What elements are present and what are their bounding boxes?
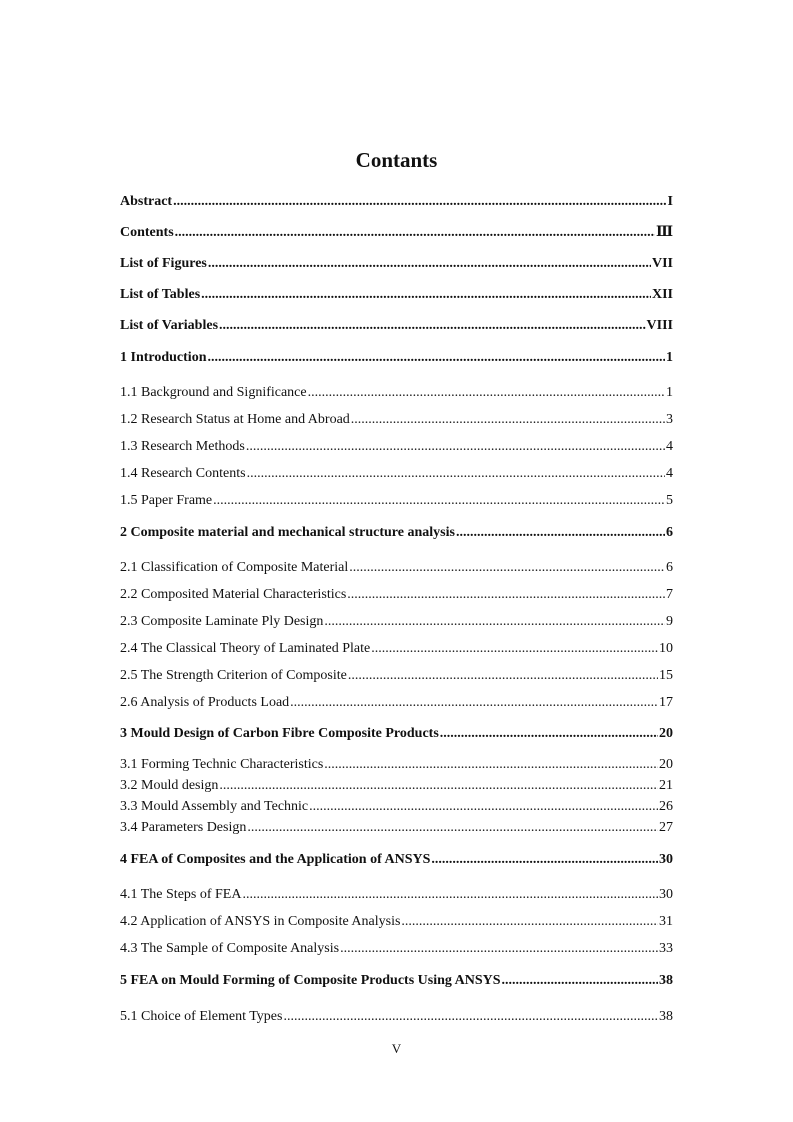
toc-entry [120,437,673,457]
toc-entry-label: 4.2 Application of ANSYS in Composite Analysis [120,914,401,929]
toc-entry [120,585,673,605]
toc-entry-page: 33 [659,941,673,956]
toc-entry-label: 3.2 Mould design [120,778,219,793]
toc-entry-page: 27 [659,820,673,835]
toc-leader-dots [246,437,665,457]
toc-entry-page: 5 [666,493,673,508]
toc-leader-dots [308,383,665,403]
toc-entry [120,223,673,243]
toc-entry [120,383,673,403]
toc-leader-dots [175,223,655,243]
toc-entry-label: 1.2 Research Status at Home and Abroad [120,412,350,427]
toc-entry-label: 2.4 The Classical Theory of Laminated Plate [120,641,371,656]
toc-entry-label: 2.2 Composited Material Characteristics [120,587,347,602]
toc-entry-page: 10 [659,641,673,656]
toc-entry-page: 7 [666,587,673,602]
toc-entry [120,850,673,870]
toc-entry-page: 4 [666,466,673,481]
page-number: V [391,1041,402,1056]
toc-entry [120,612,673,632]
toc-leader-dots [247,464,665,484]
toc-entry [120,693,673,713]
toc-entry-page: 21 [659,778,673,793]
toc-entry-label: 2.3 Composite Laminate Ply Design [120,614,324,629]
toc-entry [120,971,673,991]
toc-entry-page: VIII [646,318,673,333]
toc-entry [120,939,673,959]
toc-leader-dots [290,693,658,713]
toc-leader-dots [324,612,665,632]
toc-entry-page: 26 [659,799,673,814]
toc-entry-page: 4 [666,439,673,454]
toc-entry [120,724,673,744]
toc-entry-page: 15 [659,668,673,683]
toc-leader-dots [219,316,646,336]
toc-leader-dots [247,818,658,838]
toc-entry [120,912,673,932]
toc-entry-page: 9 [666,614,673,629]
toc-leader-dots [371,639,658,659]
toc-entry-page: 30 [659,852,673,867]
toc-leader-dots [219,776,658,796]
toc-entry-label: Abstract [120,194,173,209]
toc-entry [120,348,673,368]
toc-entry-label: 4 FEA of Composites and the Application of ANSYS [120,852,431,867]
toc-entry-label: 3.1 Forming Technic Characteristics [120,757,324,772]
toc-leader-dots [351,410,665,430]
toc-entry-label: 2.6 Analysis of Products Load [120,695,290,710]
toc-entry-label: 1.4 Research Contents [120,466,246,481]
toc-leader-dots [242,885,658,905]
toc-entry [120,755,673,775]
toc-entry-page: I [667,194,673,209]
toc-leader-dots [347,585,665,605]
toc-leader-dots [431,850,658,870]
toc-entry [120,316,673,336]
toc-entry-label: 4.1 The Steps of FEA [120,887,242,902]
toc-entry-label: 2 Composite material and mechanical structure analysis [120,525,455,540]
toc-entry-page: 38 [659,1009,673,1024]
toc-entry-page: 20 [659,757,673,772]
toc-leader-dots [213,491,665,511]
toc-entry [120,285,673,305]
toc-entry [120,666,673,686]
toc-entry [120,558,673,578]
toc-leader-dots [201,285,651,305]
toc-entry-page: 30 [659,887,673,902]
toc-entry [120,1007,673,1027]
toc-entry-page: 1 [666,385,673,400]
toc-entry-page: 6 [666,525,673,540]
toc-leader-dots [283,1007,658,1027]
toc-entry [120,797,673,817]
toc-entry [120,776,673,796]
toc-entry-page: 3 [666,412,673,427]
toc-entry-label: 5 FEA on Mould Forming of Composite Products Using ANSYS [120,973,501,988]
toc-entry-label: 2.1 Classification of Composite Material [120,560,349,575]
page-title: Contants [355,148,438,172]
toc-leader-dots [440,724,658,744]
toc-entry [120,639,673,659]
toc-entry-page: 17 [659,695,673,710]
toc-entry-label: List of Tables [120,287,201,302]
toc-entry-label: Contents [120,225,174,240]
toc-entry-page: XII [651,287,673,302]
toc-leader-dots [324,755,658,775]
toc-entry-label: 1.3 Research Methods [120,439,245,454]
toc-entry-label: 4.3 The Sample of Composite Analysis [120,941,340,956]
toc-entry [120,254,673,274]
toc-entry [120,885,673,905]
toc-entry [120,192,673,212]
toc-entry-label: 1 Introduction [120,350,207,365]
toc-entry [120,818,673,838]
toc-entry-page: 6 [666,560,673,575]
toc-entry-label: 1.1 Background and Significance [120,385,307,400]
toc-entry-page: Ⅲ [655,225,673,240]
toc-leader-dots [208,254,651,274]
toc-leader-dots [456,523,665,543]
toc-entry-page: 20 [659,726,673,741]
toc-entry-label: 3.4 Parameters Design [120,820,247,835]
toc-leader-dots [401,912,658,932]
toc-leader-dots [349,558,665,578]
toc-leader-dots [348,666,658,686]
toc-entry-page: 31 [659,914,673,929]
toc-entry-label: 3.3 Mould Assembly and Technic [120,799,309,814]
toc-leader-dots [173,192,666,212]
toc-entry-label: List of Figures [120,256,207,271]
toc-entry-label: 5.1 Choice of Element Types [120,1009,283,1024]
toc-leader-dots [340,939,658,959]
toc-entry [120,491,673,511]
toc-entry-page: 1 [666,350,673,365]
toc-entry [120,464,673,484]
toc-entry-page: VII [651,256,673,271]
toc-entry-label: 3 Mould Design of Carbon Fibre Composite Products [120,726,439,741]
toc-leader-dots [309,797,658,817]
toc-leader-dots [207,348,665,368]
toc-entry-page: 38 [659,973,673,988]
toc-entry [120,410,673,430]
toc-entry-label: 2.5 The Strength Criterion of Composite [120,668,347,683]
toc-entry-label: 1.5 Paper Frame [120,493,213,508]
toc-leader-dots [502,971,658,991]
toc-entry [120,523,673,543]
toc-entry-label: List of Variables [120,318,219,333]
